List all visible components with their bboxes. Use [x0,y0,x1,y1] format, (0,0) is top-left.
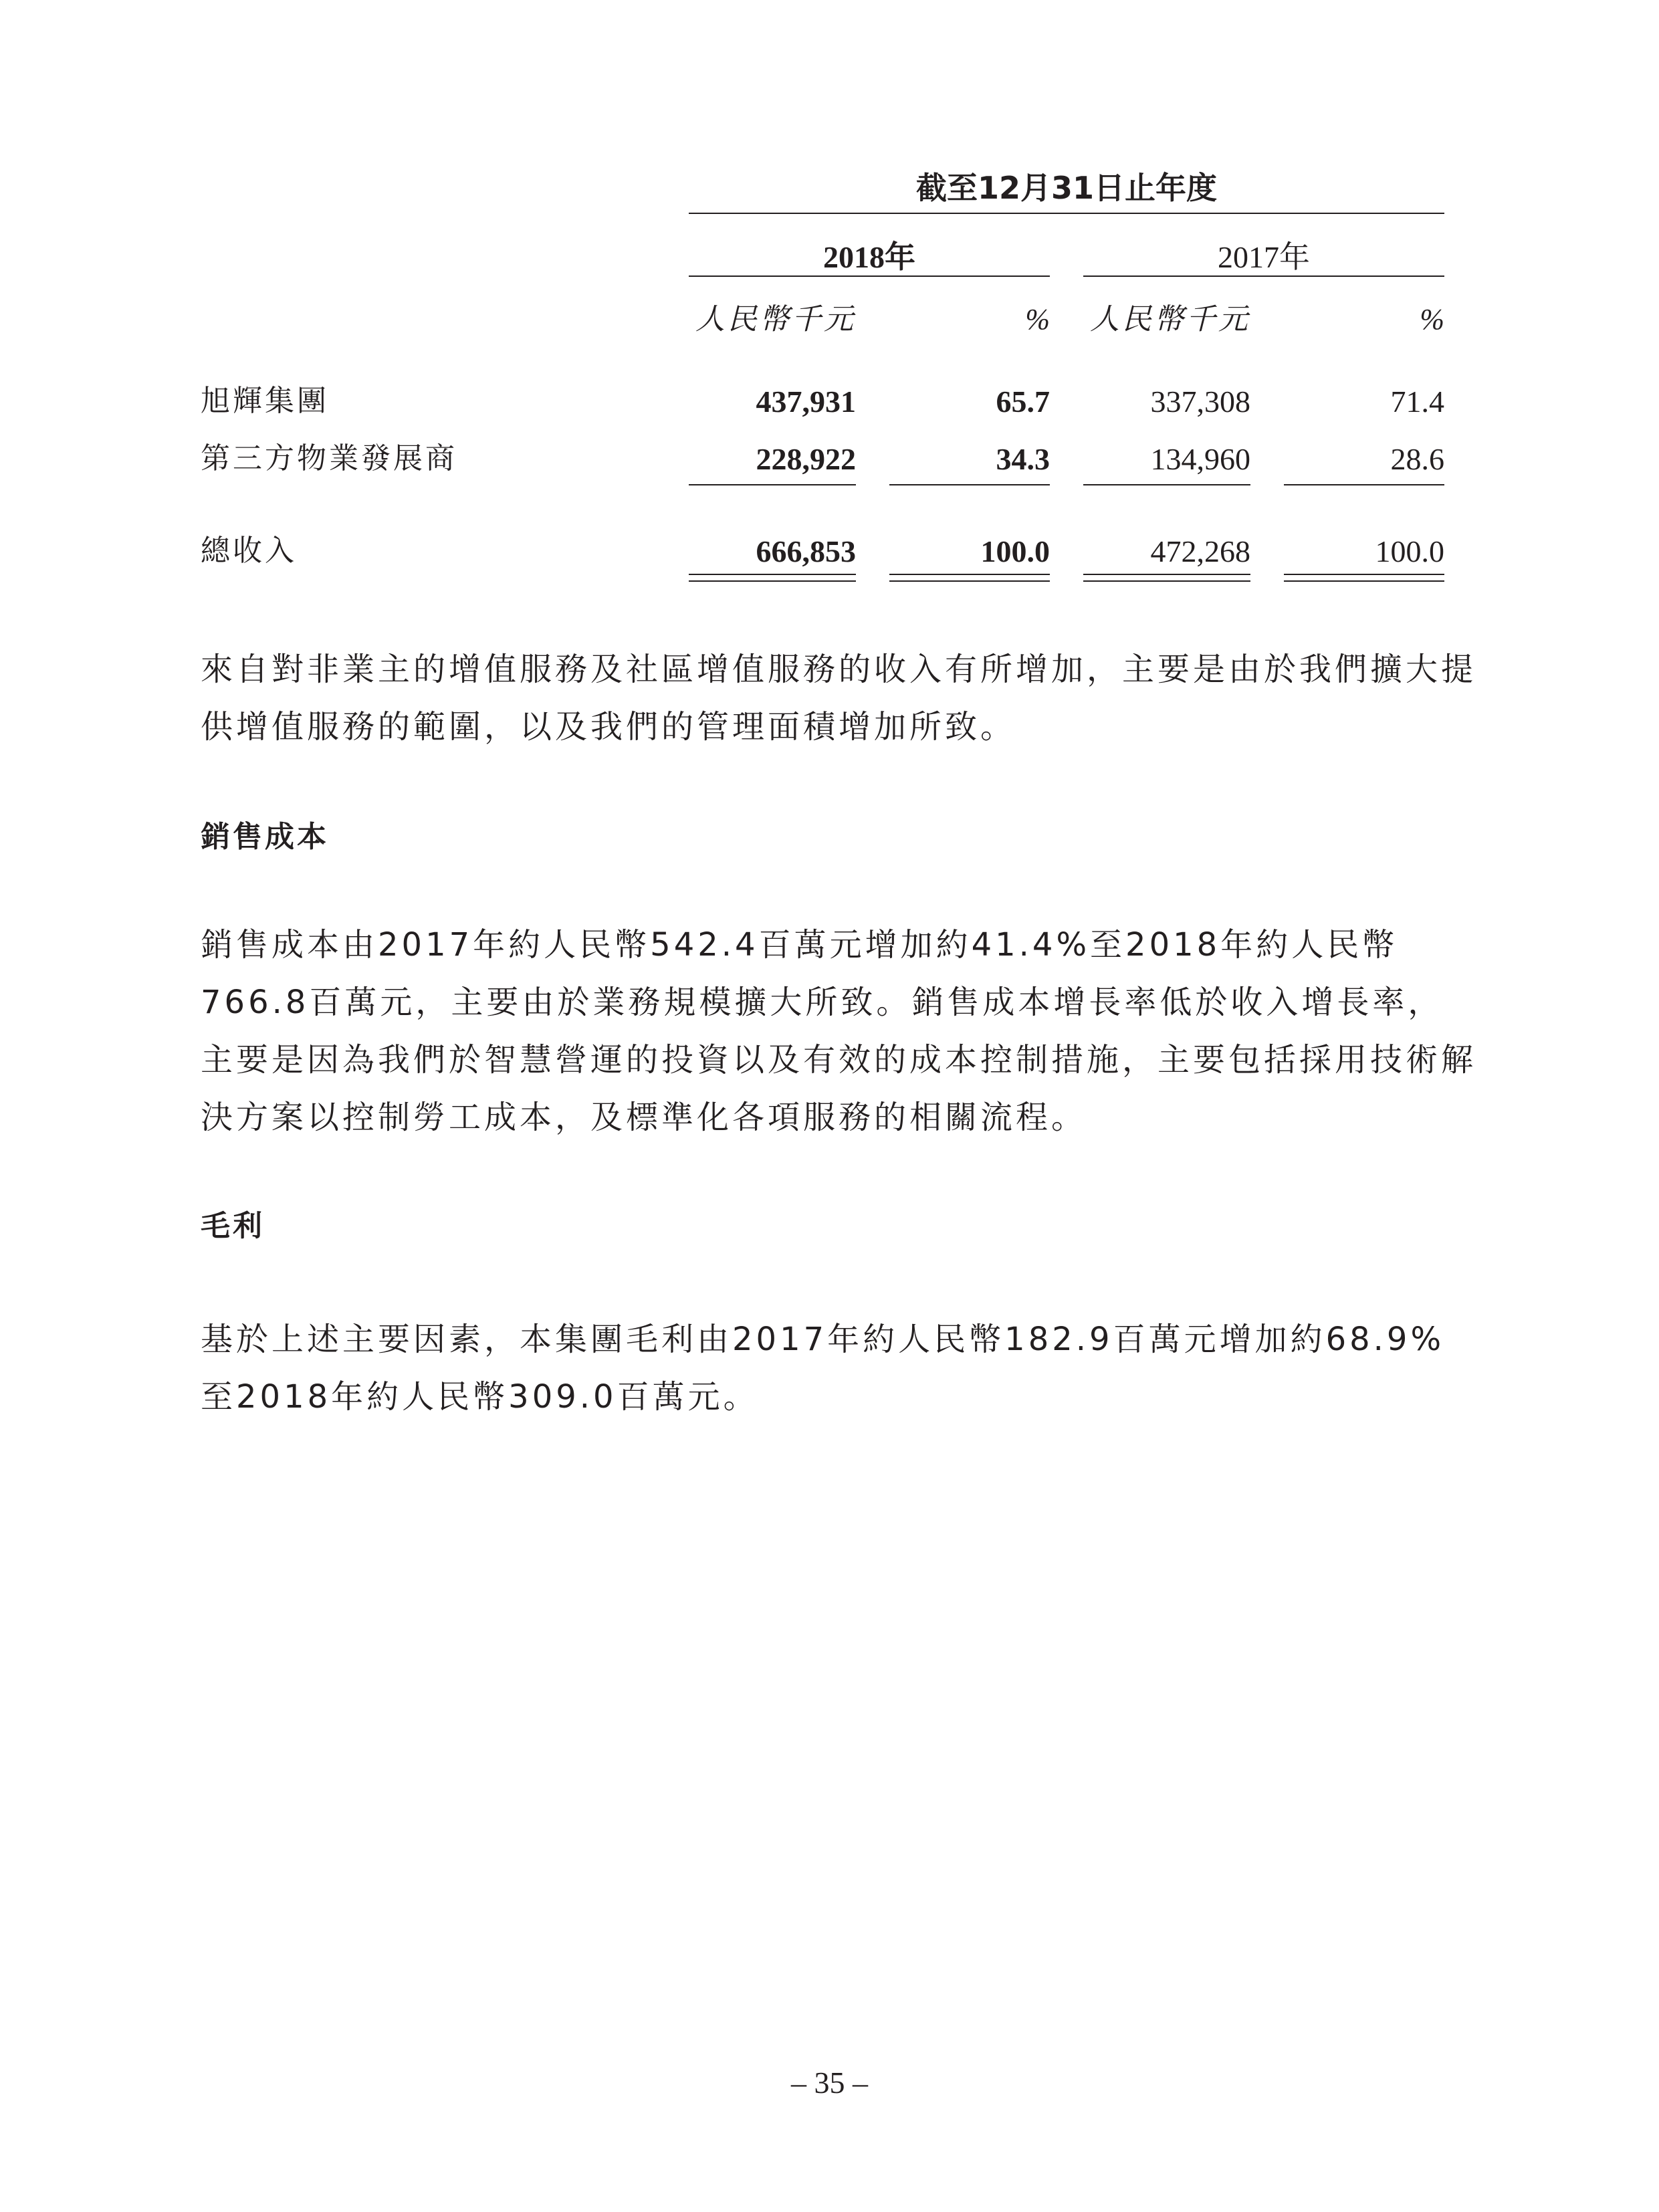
row2-2017-amount: 134,960 [1150,442,1250,476]
gross-profit-paragraph: 基於上述主要因素，本集團毛利由2017年約人民幣182.9百萬元增加約68.9%至2018年約人民幣309.0百萬元。 [201,1321,1445,1416]
row1-2017-pct: 71.4 [1390,384,1444,419]
row-label-third-party-developers: 第三方物業發展商 [201,441,457,475]
row1-2018-amount: 437,931 [756,384,856,419]
total-double-rule [1083,574,1250,575]
subtotal-rule [1083,484,1250,485]
total-double-rule [689,574,856,575]
year-2018-rule [689,275,1050,277]
row2-2017-pct: 28.6 [1390,442,1444,476]
unit-header-2017: 人民幣千元 [1090,302,1250,336]
intro-paragraph: 來自對非業主的增值服務及社區增值服務的收入有所增加，主要是由於我們擴大提供增值服務的範圍，以及我們的管理面積增加所致。 [201,651,1477,746]
row2-2018-pct: 34.3 [996,442,1050,476]
subtotal-rule [1284,484,1444,485]
total-double-rule [889,574,1050,575]
row-label-cifi-group: 旭輝集團 [201,384,329,418]
total-2017-pct: 100.0 [1375,534,1444,568]
section-heading-cost-of-sales: 銷售成本 [201,820,329,854]
page-number: – 35 – [791,2066,868,2100]
period-header-rule [689,213,1444,214]
row1-2018-pct: 65.7 [996,384,1050,419]
total-2018-pct: 100.0 [980,534,1050,568]
row2-2018-amount: 228,922 [756,442,856,476]
table-period-header: 截至12月31日止年度 [915,170,1218,206]
total-2018-amount: 666,853 [756,534,856,568]
pct-header-2017: % [1420,303,1444,336]
total-2017-amount: 472,268 [1150,534,1250,568]
total-double-rule [1083,580,1250,582]
year-2017-header: 2017年 [1218,240,1310,274]
year-2018-header: 2018年 [823,240,915,274]
row1-2017-amount: 337,308 [1150,384,1250,419]
section-heading-gross-profit: 毛利 [201,1209,265,1243]
total-double-rule [1284,574,1444,575]
total-double-rule [689,580,856,582]
cost-of-sales-paragraph: 銷售成本由2017年約人民幣542.4百萬元增加約41.4%至2018年約人民幣766.8百萬元，主要由於業務規模擴大所致。銷售成本增長率低於收入增長率，主要是因為我們於智慧營運的投資以及有效的成本控制措施，主要包括採用技術解決方案以控制勞工成本，及標準化各項服務的相關流程。 [201,926,1477,1136]
pct-header-2018: % [1025,303,1050,336]
row-label-total-revenue: 總收入 [201,534,297,568]
unit-header-2018: 人民幣千元 [695,302,856,336]
subtotal-rule [889,484,1050,485]
year-2017-rule [1083,275,1444,277]
subtotal-rule [689,484,856,485]
total-double-rule [889,580,1050,582]
total-double-rule [1284,580,1444,582]
